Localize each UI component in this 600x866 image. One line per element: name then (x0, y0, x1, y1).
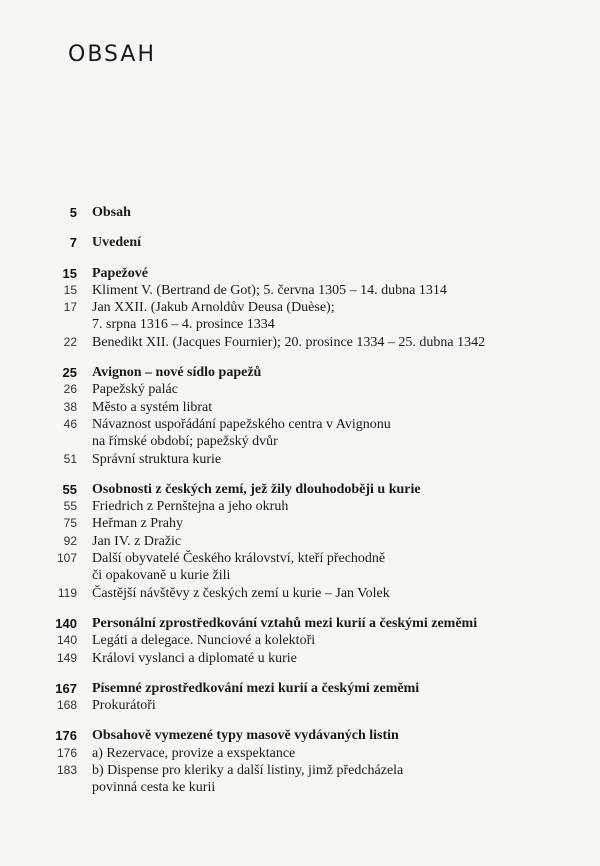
toc-chapter (0, 204, 600, 221)
entry-title (92, 234, 552, 251)
entry-title (92, 533, 552, 550)
page-number: 75 (63, 516, 77, 531)
entry-title (92, 399, 552, 416)
page-number: 168 (56, 698, 77, 713)
entry-title (92, 650, 552, 667)
page-number: 183 (56, 763, 77, 778)
entry-title-line: Jan XXII. (Jakub Arnoldův Deusa (Duèse); (92, 300, 335, 316)
page-number: 140 (56, 633, 77, 648)
entry-title-line: Návaznost uspořádání papežského centra v Avignonu (92, 416, 391, 432)
entry-title-line: Další obyvatelé Českého království, kteří přechodně (92, 551, 386, 567)
entry-title (92, 451, 552, 468)
entry-title-line: Prokurátoři (92, 698, 156, 714)
entry-title (92, 680, 552, 697)
toc-entry (0, 650, 600, 667)
toc-entry (0, 550, 600, 585)
toc-entry (0, 381, 600, 398)
toc-section (0, 364, 600, 468)
entry-title (92, 515, 552, 532)
entry-title-line: Správní struktura kurie (92, 451, 222, 467)
entry-title (92, 299, 552, 334)
toc-chapter (0, 727, 600, 744)
entry-title-line: a) Rezervace, provize a exspektance (92, 745, 296, 761)
entry-title (92, 615, 552, 632)
entry-title (92, 381, 552, 398)
page-number: 55 (62, 481, 77, 497)
toc-chapter (0, 615, 600, 632)
toc-chapter (0, 481, 600, 498)
page-number: 55 (63, 499, 77, 514)
entry-title (92, 697, 552, 714)
toc-entry (0, 762, 600, 797)
entry-title-line: Město a systém librat (92, 399, 213, 415)
toc-entry (0, 399, 600, 416)
page-number: 5 (69, 205, 77, 220)
entry-title-line: Obsah (92, 205, 131, 220)
toc-entry (0, 498, 600, 515)
toc-section (0, 727, 600, 796)
page-number: 140 (55, 615, 77, 631)
entry-title-line: b) Dispense pro kleriky a další listiny, jimž předcházela (92, 763, 404, 779)
toc-section (0, 680, 600, 715)
entry-title (92, 481, 552, 498)
entry-title-continuation: na římské období; papežský dvůr (92, 434, 278, 450)
entry-title-line: Osobnosti z českých zemí, jež žily dlouhodoběji u kurie (92, 481, 421, 497)
toc-entry (0, 533, 600, 550)
page-number: 92 (63, 533, 77, 548)
entry-title (92, 265, 552, 282)
page-number: 107 (56, 551, 77, 566)
toc-entry (0, 515, 600, 532)
entry-title (92, 282, 552, 299)
page-number: 15 (63, 282, 77, 297)
entry-title (92, 550, 552, 585)
page-number: 22 (63, 334, 77, 349)
toc-section (0, 481, 600, 602)
toc-section (0, 204, 600, 221)
toc-section (0, 265, 600, 351)
toc-chapter (0, 364, 600, 381)
entry-title (92, 364, 552, 381)
toc-chapter (0, 234, 600, 251)
page-number: 149 (56, 650, 77, 665)
toc-section (0, 615, 600, 667)
entry-title-line: Písemné zprostředkování mezi kurií a českými zeměmi (92, 680, 420, 696)
page-number: 46 (63, 416, 77, 431)
entry-title-line: Benedikt XII. (Jacques Fournier); 20. prosince 1334 – 25. dubna 1342 (92, 334, 486, 350)
entry-title-line: Legáti a delegace. Nunciové a kolektoři (92, 633, 316, 649)
toc-entry (0, 282, 600, 299)
toc-entry (0, 632, 600, 649)
page-number: 38 (63, 399, 77, 414)
page-number: 25 (62, 365, 77, 381)
page-number: 119 (57, 585, 77, 600)
entry-title-line: Obsahově vymezené typy masově vydávaných listin (92, 728, 399, 744)
entry-title (92, 727, 552, 744)
toc-entry (0, 585, 600, 602)
entry-title-continuation: povinná cesta ke kurii (92, 780, 216, 796)
page-number: 176 (55, 728, 77, 744)
entry-title (92, 745, 552, 762)
entry-title (92, 204, 552, 221)
entry-title-line: Heřman z Prahy (92, 516, 183, 532)
page-number: 7 (69, 235, 77, 251)
entry-title (92, 762, 552, 797)
page-number: 26 (63, 382, 77, 397)
page-number: 51 (63, 451, 77, 466)
entry-title-continuation: 7. srpna 1316 – 4. prosince 1334 (92, 317, 275, 333)
entry-title (92, 498, 552, 515)
page-number: 17 (63, 300, 77, 315)
entry-title-line: Friedrich z Pernštejna a jeho okruh (92, 499, 289, 515)
page-heading: OBSAH (68, 42, 156, 67)
entry-title-line: Častější návštěvy z českých zemí u kurie – Jan Volek (92, 585, 390, 601)
toc-entry (0, 451, 600, 468)
entry-title-line: Papežský palác (92, 382, 178, 398)
page-number: 167 (55, 680, 77, 696)
entry-title (92, 416, 552, 451)
entry-title-continuation: či opakovaně u kurie žili (92, 568, 231, 584)
entry-title-line: Uvedení (92, 235, 141, 251)
entry-title (92, 334, 552, 351)
entry-title (92, 585, 552, 602)
page-number: 176 (56, 745, 77, 760)
toc-entry (0, 299, 600, 334)
toc-entry (0, 745, 600, 762)
toc-section (0, 234, 600, 251)
toc-chapter (0, 680, 600, 697)
toc-entry (0, 334, 600, 351)
entry-title-line: Kliment V. (Bertrand de Got); 5. června 1305 – 14. dubna 1314 (92, 282, 447, 298)
entry-title-line: Papežové (92, 265, 148, 281)
entry-title-line: Personální zprostředkování vztahů mezi kurií a českými zeměmi (92, 615, 478, 631)
entry-title-line: Jan IV. z Dražic (92, 533, 182, 549)
toc-chapter (0, 265, 600, 282)
entry-title-line: Avignon – nové sídlo papežů (92, 365, 262, 381)
page-number: 15 (62, 265, 77, 281)
toc-entry (0, 416, 600, 451)
entry-title-line: Královi vyslanci a diplomaté u kurie (92, 650, 297, 666)
toc-entry (0, 697, 600, 714)
entry-title (92, 632, 552, 649)
table-of-contents (0, 204, 600, 810)
